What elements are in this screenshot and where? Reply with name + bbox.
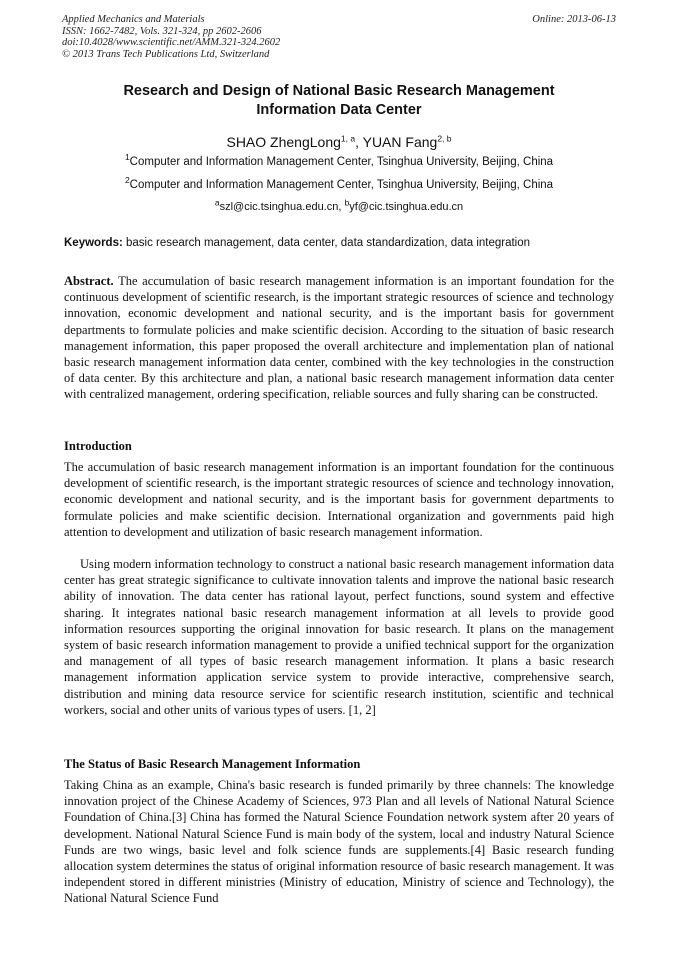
affiliation-number: 2 <box>124 175 130 186</box>
abstract <box>64 273 614 403</box>
title-line-1: Research and Design of National Basic Research Management <box>123 83 555 99</box>
online-date: Online: 2013-06-13 <box>532 14 616 25</box>
abstract-label: Abstract. <box>64 274 114 288</box>
affiliation-number: 1 <box>124 152 130 163</box>
affiliation <box>62 175 616 193</box>
keywords-label: Keywords: <box>64 237 123 249</box>
affiliation-text: Computer and Information Management Center, Tsinghua University, Beijing, China <box>129 156 554 168</box>
section-heading-status: The Status of Basic Research Management Information <box>64 757 361 771</box>
affiliation <box>62 152 616 170</box>
status-paragraph-1: Taking China as an example, China's basic research is funded primarily by three channels: The knowledge innovation project of the Chinese Academy of Sciences, 973 Plan and all levels of National Natural Science Foundation of China.[3] China has formed the Natural Science Foundation network system after 20 years of development. National Natural Science Fund is main body of the system, local and industry Natural Science Funds are two wings, basic level and folk science funds are supplements.[4] Basic research funding allocation system determines the status of original information resource of basic research management. It was independent stored in different ministries (Ministry of education, Ministry of science and Technology), the National Natural Science Fund <box>64 778 614 906</box>
email-separator: , <box>338 201 345 213</box>
affiliation-text: Computer and Information Management Center, Tsinghua University, Beijing, China <box>129 179 554 191</box>
copyright-line: © 2013 Trans Tech Publications Ltd, Switzerland <box>62 48 270 60</box>
email-address: szl@cic.tsinghua.edu.cn <box>219 201 339 213</box>
issn-line: ISSN: 1662-7482, Vols. 321-324, pp 2602-2606 <box>62 25 262 37</box>
title-line-2: Information Data Center <box>256 102 422 118</box>
keywords-text: basic research management, data center, data standardization, data integration <box>122 237 531 249</box>
author-name: SHAO ZhengLong <box>226 134 341 150</box>
email-superscript: b <box>344 197 350 208</box>
author-name: YUAN Fang <box>362 134 438 150</box>
email-list <box>62 197 616 214</box>
author-list <box>62 133 616 151</box>
keywords <box>64 236 616 250</box>
section-heading-introduction: Introduction <box>64 439 132 453</box>
paper-title <box>62 82 616 120</box>
introduction-paragraph-1: The accumulation of basic research management information is an important foundation for the continuous development of scientific research, is the important strategic resources of science and technology innovation, economic development and national security, and is the important basis for government departments to formulate policies and make scientific decision. International organization and governments paid high attention to development and utilization of basic research management information. <box>64 460 614 539</box>
abstract-text: The accumulation of basic research management information is an important foundation for the continuous development of scientific research, is the important strategic resources of science and technology innovation, economic development and national security, and is the important basis for government departments to formulate policies and make scientific decision. According to the situation of basic research management information, this paper proposed the overall architecture and implementation plan of national basic research management information data center, combined with the key technologies in the construction of data center. By this architecture and plan, a national basic research management information data center with centralized management, ordering specification, reliable sources and fully sharing can be constructed. <box>64 274 614 402</box>
author-superscript: 2, b <box>437 133 452 144</box>
author-superscript: 1, a <box>340 133 356 144</box>
journal-name: Applied Mechanics and Materials <box>62 14 205 25</box>
email-superscript: a <box>214 197 220 208</box>
doi-line: doi:10.4028/www.scientific.net/AMM.321-324.2602 <box>62 37 281 48</box>
author-separator: , <box>355 134 363 150</box>
email-address: yf@cic.tsinghua.edu.cn <box>349 201 464 213</box>
journal-header <box>62 14 616 60</box>
introduction-paragraph-2: Using modern information technology to construct a national basic research management information data center has great strategic significance to cultivate innovation talents and improve the national basic research ability of innovation. The data center has rational layout, perfect functions, sound system and effective sharing. It integrates national basic research management information at all levels to provide good information resources supporting the original innovation for basic research. It plans on the management system of basic research information management to provide a unified technical support for the organization and management of all types of basic research management information. It plans a basic research management information application service system to provide interactive, comprehensive search, distribution and mining data resource service for scientific research institution, scientific and technical workers, social and other units of various types of users. [1, 2] <box>64 557 614 717</box>
